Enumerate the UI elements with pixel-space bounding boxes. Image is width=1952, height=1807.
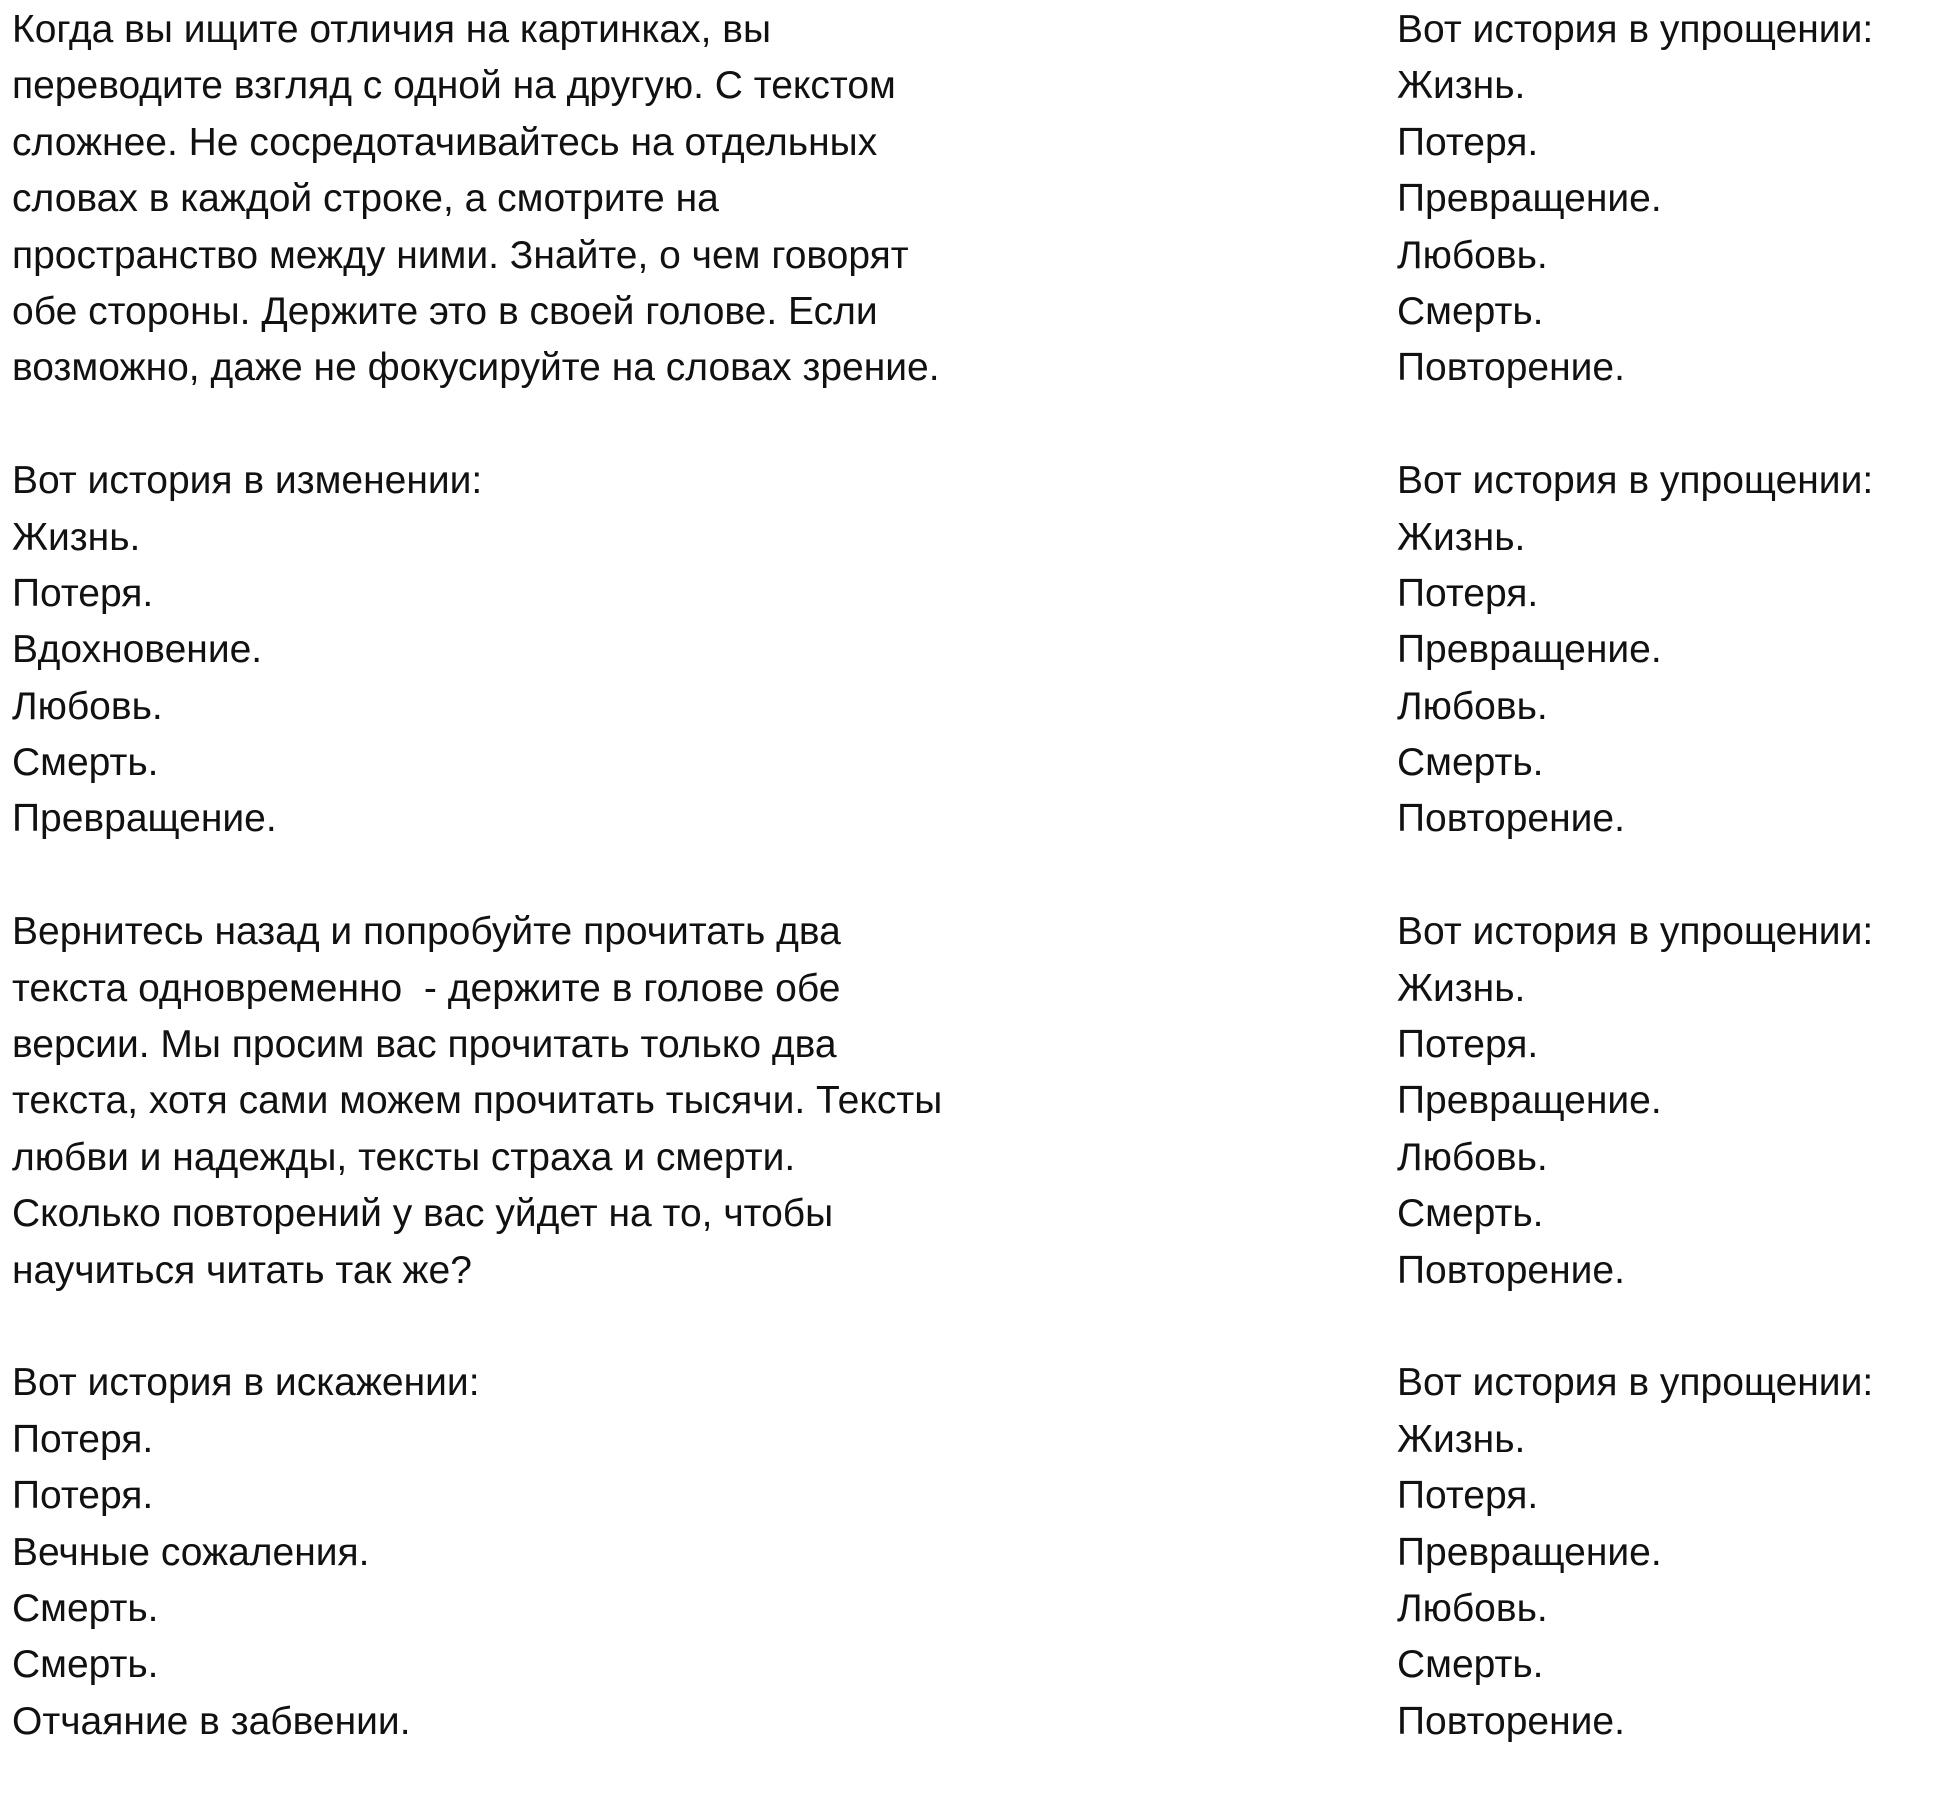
story-item: Превращение. [1397, 628, 1662, 672]
text-line: текста одновременно - держите в голове обе [12, 966, 841, 1010]
story-item: Потеря. [1397, 571, 1539, 615]
return-paragraph [12, 904, 1212, 1299]
text-line: пространство между ними. Знайте, о чем говорят [12, 233, 909, 277]
story-heading: Вот история в искажении: [12, 1361, 480, 1405]
story-item: Любовь. [1397, 684, 1548, 728]
story-item: Вечные сожаления. [12, 1530, 370, 1574]
story-change-block [12, 453, 1212, 848]
story-item: Любовь. [1397, 233, 1548, 277]
story-item: Любовь. [1397, 1135, 1548, 1179]
text-line: Когда вы ищите отличия на картинках, вы [12, 8, 772, 51]
text-line: словах в каждой строке, а смотрите на [12, 177, 719, 221]
story-item: Превращение. [1397, 1079, 1662, 1123]
story-item: Смерть. [1397, 1643, 1544, 1687]
story-item: Превращение. [12, 797, 277, 841]
story-item: Смерть. [1397, 741, 1544, 785]
story-simplification-block [1397, 1355, 1952, 1750]
text-line: версии. Мы просим вас прочитать только два [12, 1023, 837, 1067]
story-item: Жизнь. [1397, 966, 1526, 1010]
story-item: Повторение. [1397, 1699, 1625, 1743]
story-item: Жизнь. [12, 515, 141, 559]
text-line: научиться читать так же? [12, 1248, 472, 1292]
story-item: Отчаяние в забвении. [12, 1699, 411, 1743]
text-line: сложнее. Не сосредотачивайтесь на отдельных [12, 120, 878, 164]
left-column [12, 2, 1212, 1807]
story-distortion-block [12, 1355, 1212, 1750]
story-item: Жизнь. [1397, 64, 1526, 108]
text-line: Сколько повторений у вас уйдет на то, чтобы [12, 1192, 834, 1236]
text-line: обе стороны. Держите это в своей голове. Если [12, 289, 878, 333]
story-item: Потеря. [1397, 1474, 1539, 1518]
story-item: Потеря. [1397, 1023, 1539, 1067]
story-heading: Вот история в упрощении: [1397, 459, 1874, 503]
intro-paragraph [12, 2, 1212, 397]
story-item: Смерть. [12, 1586, 159, 1630]
text-line: Вернитесь назад и попробуйте прочитать два [12, 910, 841, 954]
story-simplification-block [1397, 904, 1952, 1299]
story-item: Смерть. [1397, 1192, 1544, 1236]
story-item: Превращение. [1397, 1530, 1662, 1574]
story-heading: Вот история в изменении: [12, 459, 483, 503]
story-item: Жизнь. [1397, 515, 1526, 559]
story-item: Потеря. [1397, 120, 1539, 164]
right-column [1397, 2, 1952, 1807]
story-simplification-block [1397, 2, 1952, 397]
story-item: Потеря. [12, 571, 154, 615]
story-simplification-block [1397, 453, 1952, 848]
text-line: текста, хотя сами можем прочитать тысячи. Тексты [12, 1079, 943, 1123]
story-item: Превращение. [1397, 177, 1662, 221]
story-item: Смерть. [12, 1643, 159, 1687]
text-line: переводите взгляд с одной на другую. С текстом [12, 64, 896, 108]
story-item: Смерть. [1397, 289, 1544, 333]
story-item: Вдохновение. [12, 628, 263, 672]
story-item: Любовь. [1397, 1586, 1548, 1630]
story-item: Потеря. [12, 1417, 154, 1461]
story-item: Любовь. [12, 684, 163, 728]
story-item: Повторение. [1397, 346, 1625, 390]
story-item: Жизнь. [1397, 1417, 1526, 1461]
story-item: Потеря. [12, 1474, 154, 1518]
story-item: Повторение. [1397, 797, 1625, 841]
story-heading: Вот история в упрощении: [1397, 1361, 1874, 1405]
story-item: Повторение. [1397, 1248, 1625, 1292]
story-heading: Вот история в упрощении: [1397, 8, 1874, 51]
text-line: любви и надежды, тексты страха и смерти. [12, 1135, 796, 1179]
story-heading: Вот история в упрощении: [1397, 910, 1874, 954]
story-item: Смерть. [12, 741, 159, 785]
text-line: возможно, даже не фокусируйте на словах зрение. [12, 346, 940, 390]
